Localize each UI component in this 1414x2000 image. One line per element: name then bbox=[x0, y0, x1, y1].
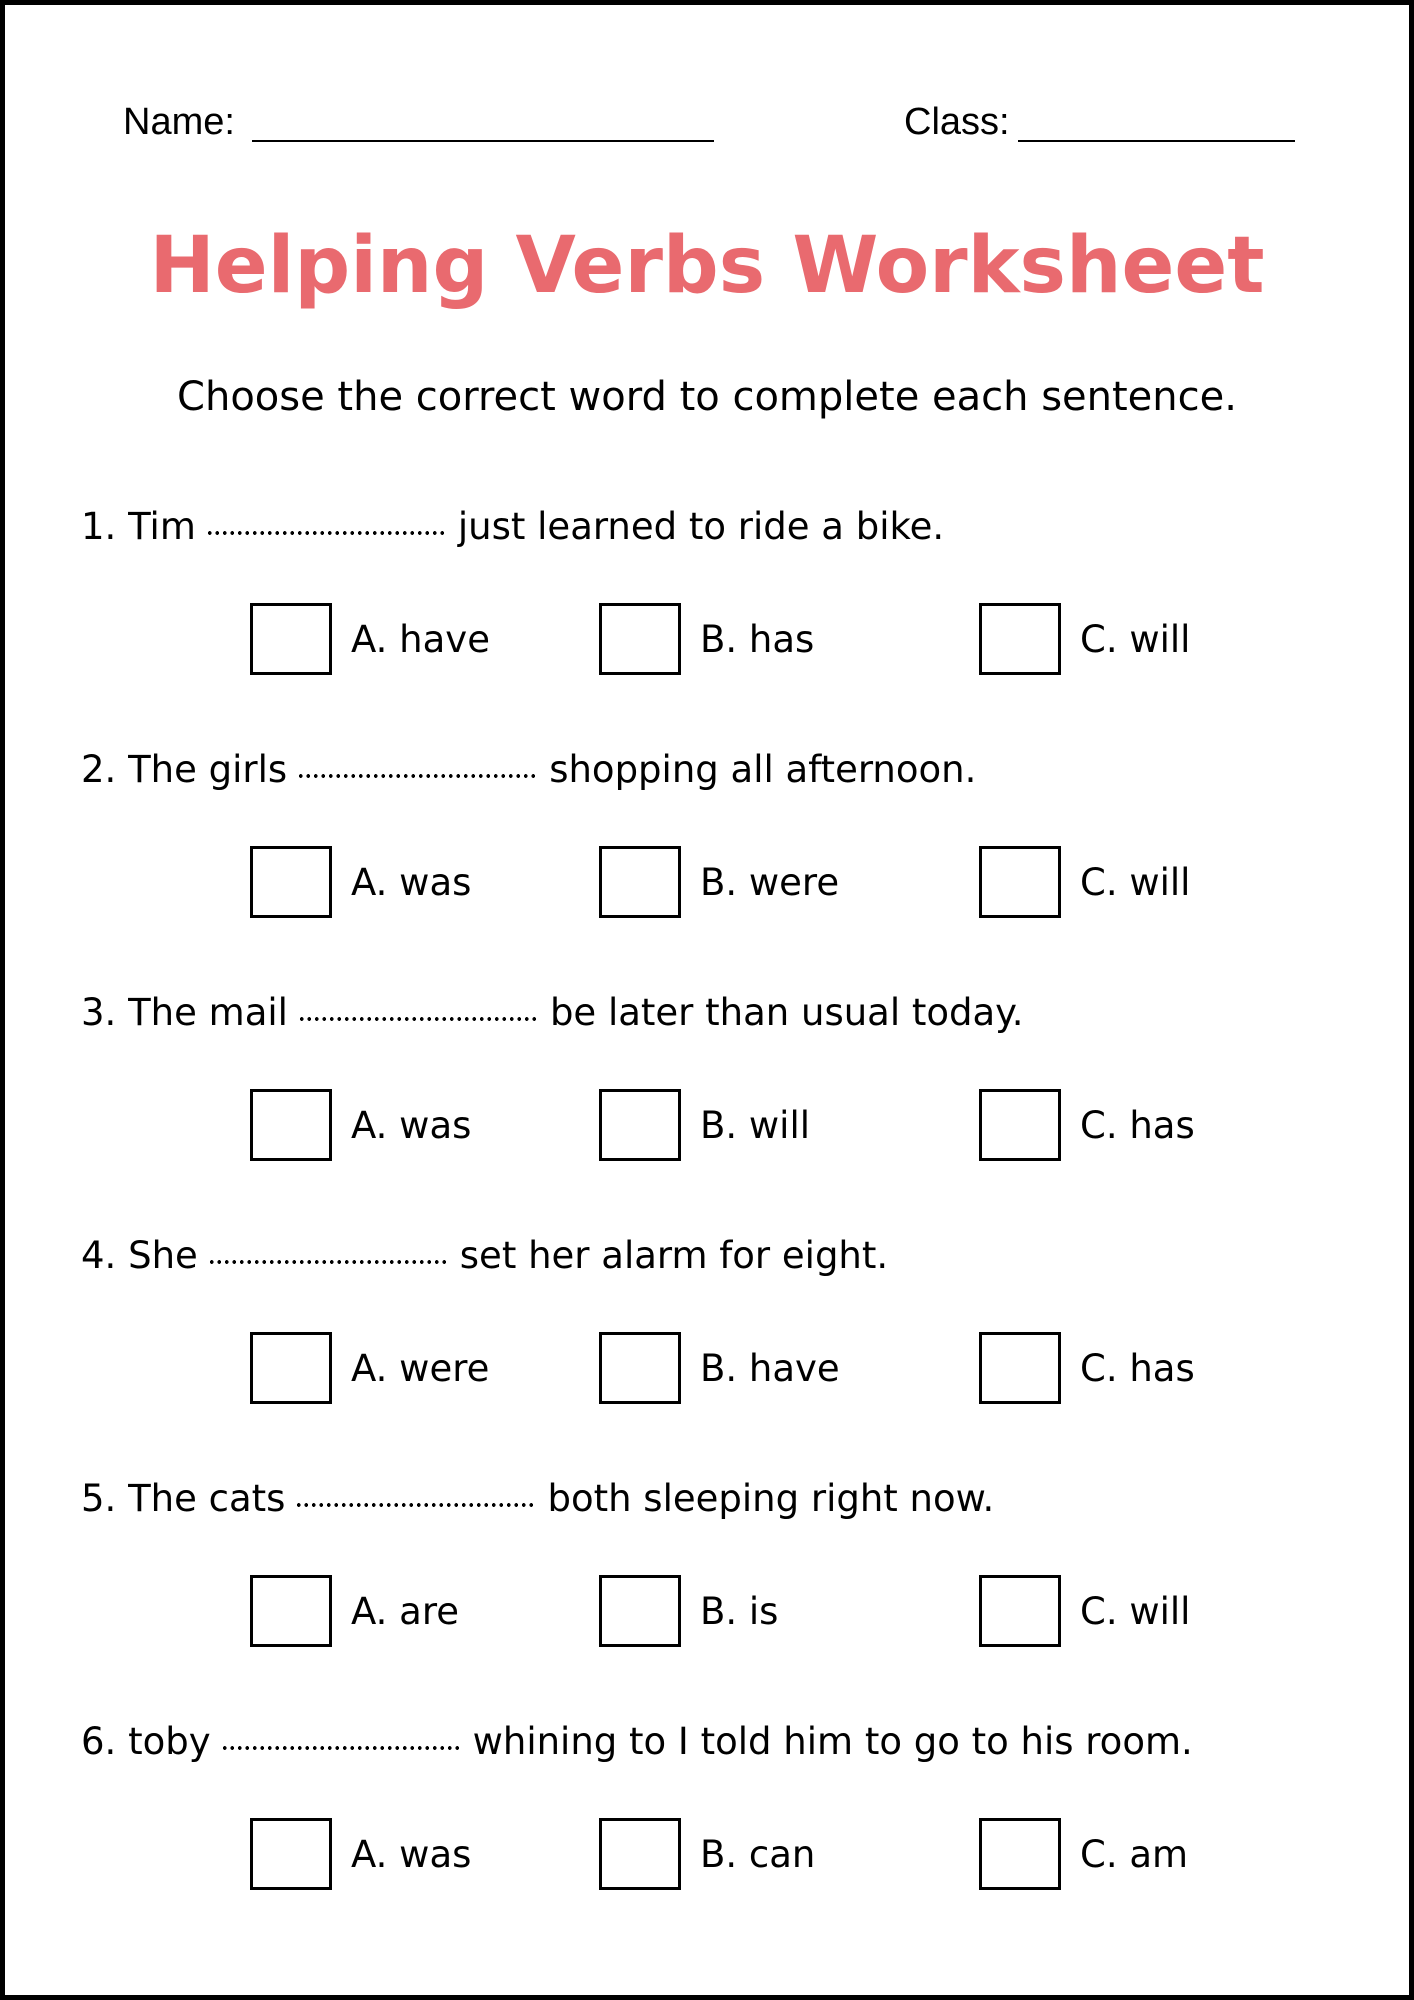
option-3-a[interactable] bbox=[250, 1089, 471, 1161]
option-label: A. was bbox=[351, 1103, 472, 1147]
answer-blank bbox=[295, 1501, 537, 1509]
answer-checkbox[interactable] bbox=[599, 1575, 681, 1647]
question-4 bbox=[81, 1234, 889, 1277]
question-5 bbox=[81, 1477, 995, 1520]
answer-checkbox[interactable] bbox=[250, 1818, 332, 1890]
page-title: Helping Verbs Worksheet bbox=[149, 221, 1265, 311]
option-label: B. have bbox=[700, 1346, 840, 1390]
answer-checkbox[interactable] bbox=[979, 846, 1061, 918]
name-field[interactable] bbox=[252, 140, 714, 142]
option-4-b[interactable] bbox=[599, 1332, 840, 1404]
question-text-after: whining to I told him to go to his room. bbox=[472, 1720, 1193, 1763]
option-label: B. can bbox=[700, 1832, 816, 1876]
option-4-a[interactable] bbox=[250, 1332, 489, 1404]
option-label: B. were bbox=[700, 860, 840, 904]
option-label: A. have bbox=[351, 617, 490, 661]
option-label: B. will bbox=[700, 1103, 811, 1147]
answer-blank bbox=[298, 1015, 540, 1023]
answer-blank bbox=[221, 1744, 463, 1752]
question-text-before: She bbox=[128, 1234, 198, 1277]
question-number: 1. bbox=[81, 505, 117, 548]
option-1-a[interactable] bbox=[250, 603, 490, 675]
option-label: C. will bbox=[1080, 617, 1191, 661]
answer-blank bbox=[297, 772, 539, 780]
class-field[interactable] bbox=[1018, 140, 1295, 142]
question-6 bbox=[81, 1720, 1193, 1763]
answer-checkbox[interactable] bbox=[599, 1089, 681, 1161]
option-label: C. has bbox=[1080, 1103, 1195, 1147]
answer-blank bbox=[208, 1258, 450, 1266]
question-2 bbox=[81, 748, 977, 791]
answer-checkbox[interactable] bbox=[979, 1089, 1061, 1161]
name-label: Name: bbox=[123, 101, 235, 143]
option-3-b[interactable] bbox=[599, 1089, 810, 1161]
option-3-c[interactable] bbox=[979, 1089, 1195, 1161]
option-label: A. were bbox=[351, 1346, 490, 1390]
answer-checkbox[interactable] bbox=[250, 603, 332, 675]
instructions: Choose the correct word to complete each sentence. bbox=[177, 374, 1237, 420]
option-2-b[interactable] bbox=[599, 846, 839, 918]
option-2-c[interactable] bbox=[979, 846, 1190, 918]
option-label: A. are bbox=[351, 1589, 460, 1633]
answer-blank bbox=[206, 529, 448, 537]
option-label: A. was bbox=[351, 1832, 472, 1876]
answer-checkbox[interactable] bbox=[250, 1332, 332, 1404]
answer-checkbox[interactable] bbox=[599, 846, 681, 918]
option-label: C. will bbox=[1080, 1589, 1191, 1633]
answer-checkbox[interactable] bbox=[979, 1332, 1061, 1404]
answer-checkbox[interactable] bbox=[599, 603, 681, 675]
answer-checkbox[interactable] bbox=[599, 1332, 681, 1404]
answer-checkbox[interactable] bbox=[979, 1575, 1061, 1647]
answer-checkbox[interactable] bbox=[599, 1818, 681, 1890]
option-5-b[interactable] bbox=[599, 1575, 778, 1647]
option-5-a[interactable] bbox=[250, 1575, 459, 1647]
question-text-before: The cats bbox=[128, 1477, 286, 1520]
option-6-c[interactable] bbox=[979, 1818, 1188, 1890]
option-label: C. will bbox=[1080, 860, 1191, 904]
question-number: 6. bbox=[81, 1720, 117, 1763]
answer-checkbox[interactable] bbox=[979, 603, 1061, 675]
question-text-before: The mail bbox=[128, 991, 288, 1034]
option-label: B. has bbox=[700, 617, 815, 661]
question-text-before: toby bbox=[128, 1720, 211, 1763]
question-text-after: be later than usual today. bbox=[549, 991, 1024, 1034]
option-1-c[interactable] bbox=[979, 603, 1190, 675]
question-number: 4. bbox=[81, 1234, 117, 1277]
answer-checkbox[interactable] bbox=[250, 1575, 332, 1647]
answer-checkbox[interactable] bbox=[979, 1818, 1061, 1890]
question-text-after: set her alarm for eight. bbox=[459, 1234, 889, 1277]
option-2-a[interactable] bbox=[250, 846, 471, 918]
option-label: C. am bbox=[1080, 1832, 1189, 1876]
question-number: 5. bbox=[81, 1477, 117, 1520]
question-text-after: both sleeping right now. bbox=[547, 1477, 995, 1520]
option-label: C. has bbox=[1080, 1346, 1195, 1390]
option-6-b[interactable] bbox=[599, 1818, 815, 1890]
question-text-after: shopping all afternoon. bbox=[549, 748, 977, 791]
option-1-b[interactable] bbox=[599, 603, 814, 675]
question-text-before: The girls bbox=[128, 748, 288, 791]
question-text-after: just learned to ride a bike. bbox=[457, 505, 945, 548]
option-label: A. was bbox=[351, 860, 472, 904]
class-label: Class: bbox=[904, 101, 1010, 143]
option-4-c[interactable] bbox=[979, 1332, 1195, 1404]
question-3 bbox=[81, 991, 1024, 1034]
option-label: B. is bbox=[700, 1589, 779, 1633]
question-number: 2. bbox=[81, 748, 117, 791]
option-6-a[interactable] bbox=[250, 1818, 471, 1890]
option-5-c[interactable] bbox=[979, 1575, 1190, 1647]
question-1 bbox=[81, 505, 945, 548]
question-text-before: Tim bbox=[128, 505, 196, 548]
answer-checkbox[interactable] bbox=[250, 1089, 332, 1161]
answer-checkbox[interactable] bbox=[250, 846, 332, 918]
question-number: 3. bbox=[81, 991, 117, 1034]
